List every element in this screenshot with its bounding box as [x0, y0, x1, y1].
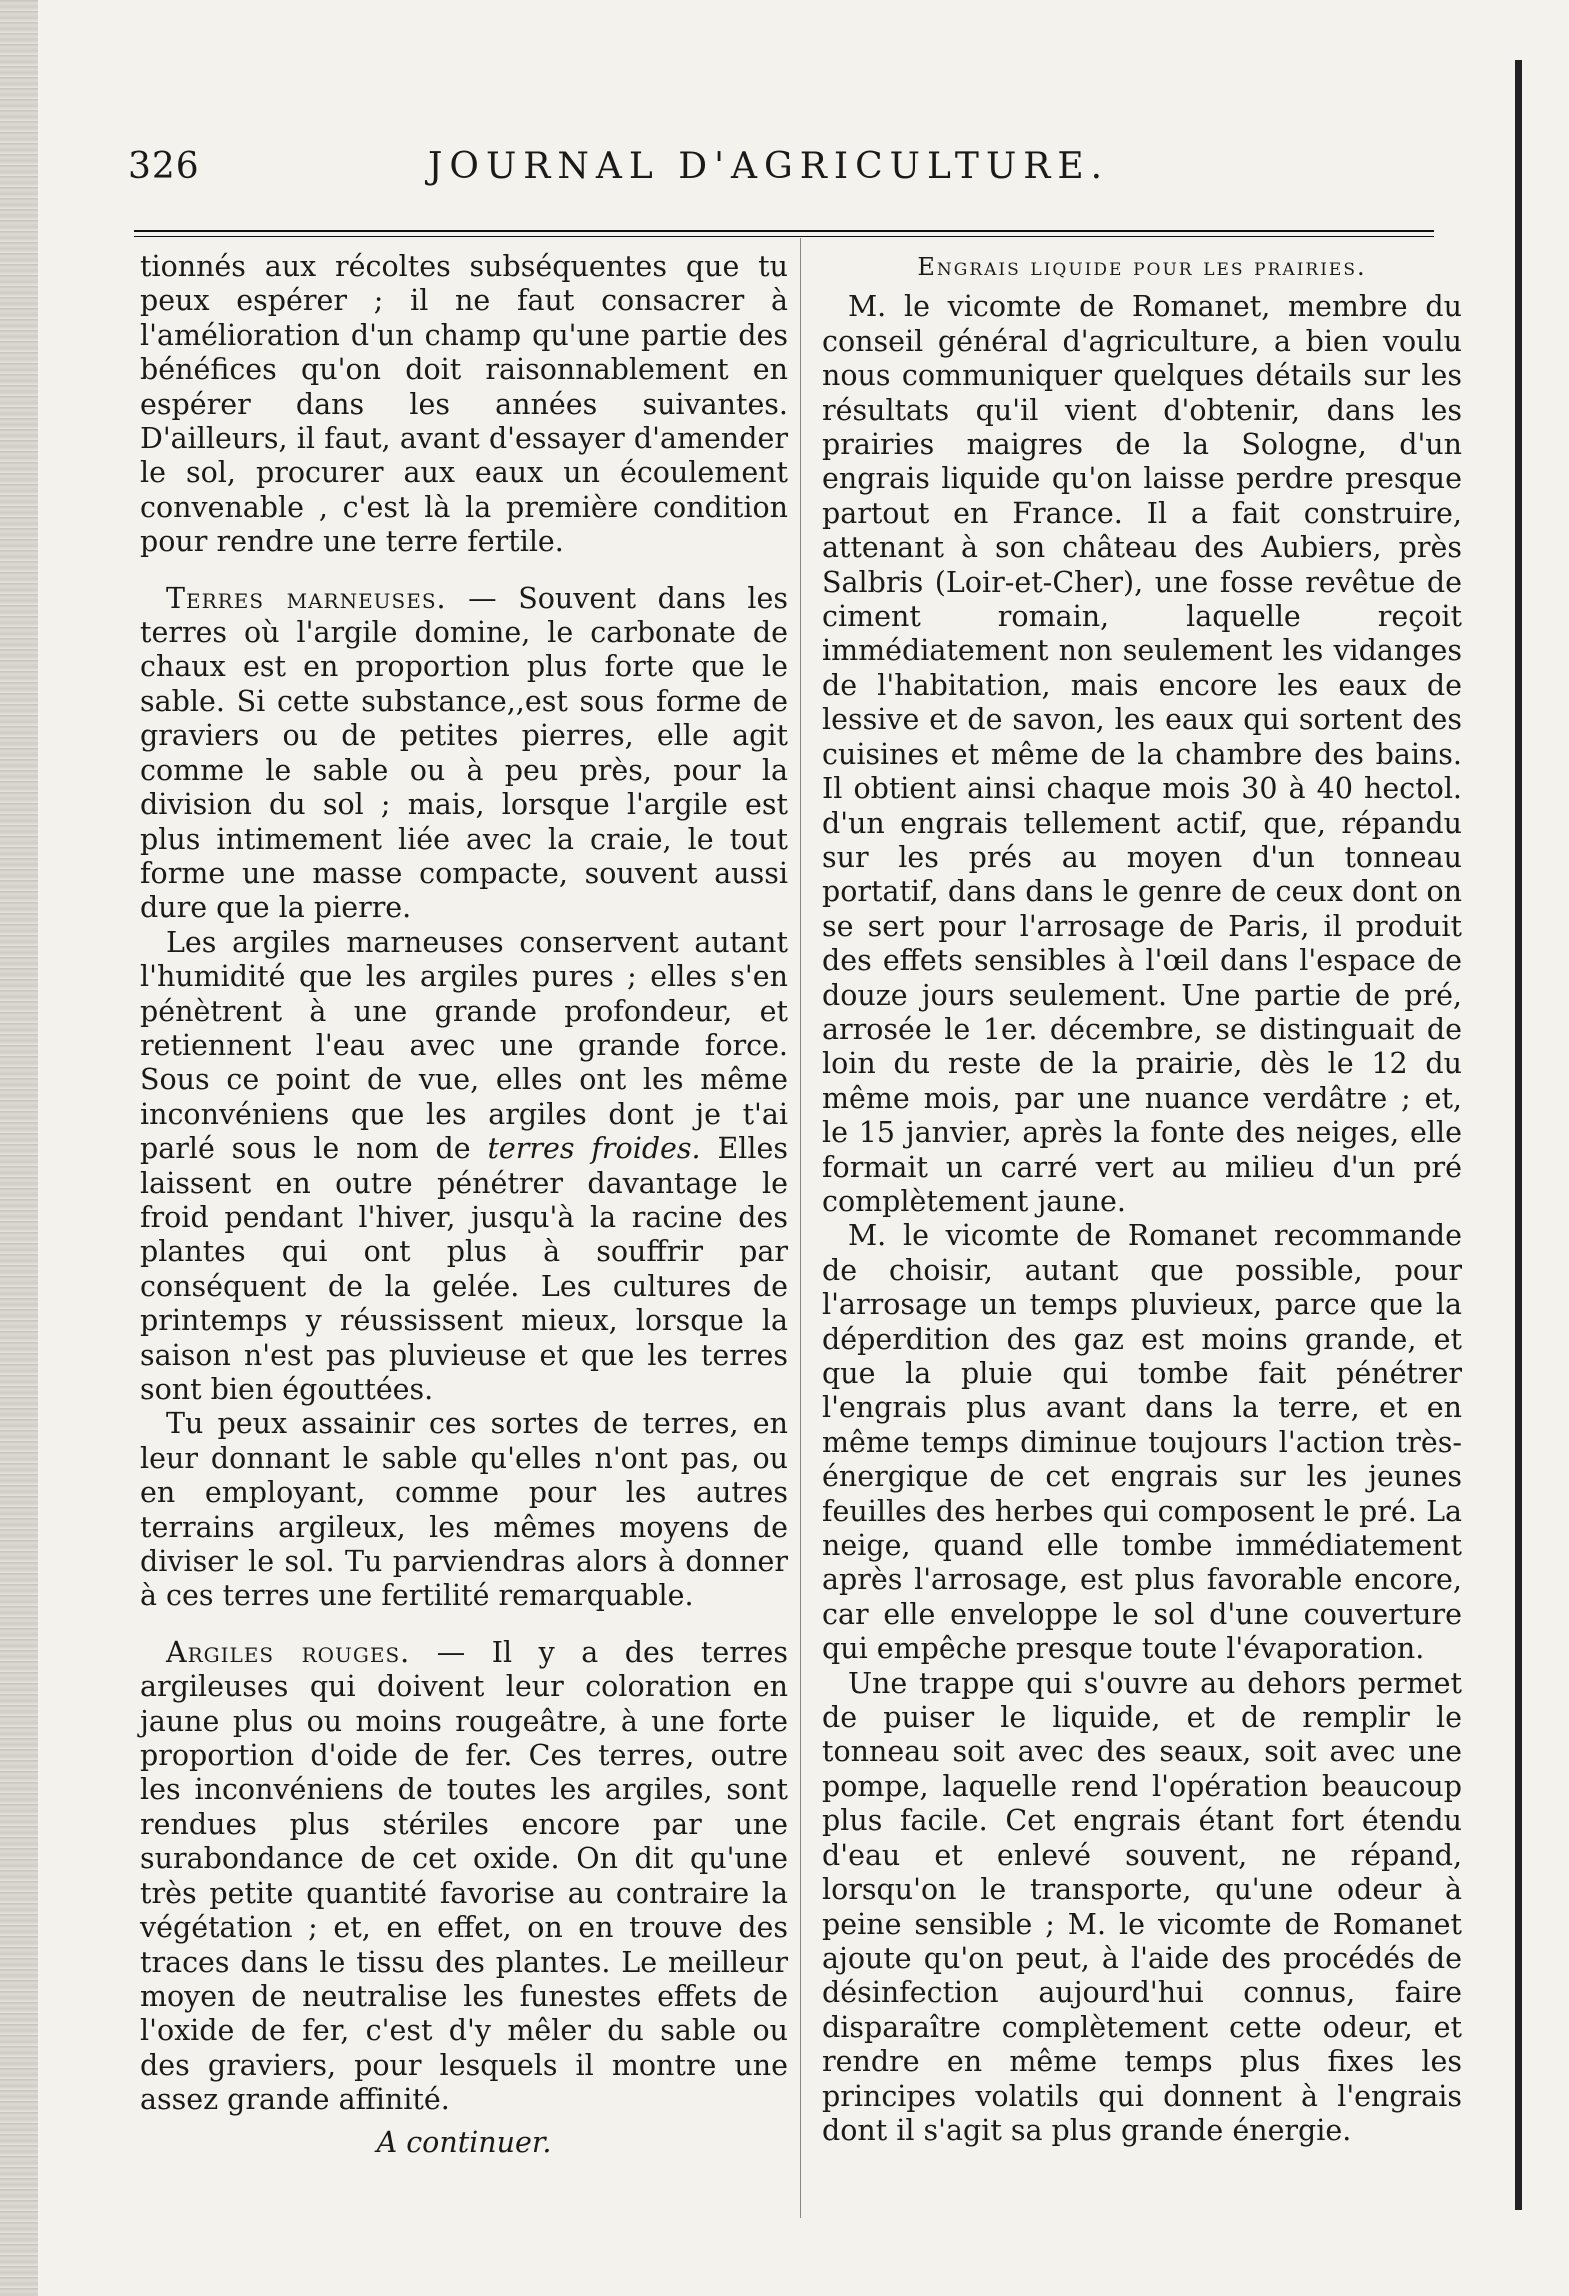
paragraph: M. le vicomte de Romanet recommande de choisir, autant que possible, pour l'arrosage un temps pluvieux, parce que la déperdition des gaz est moins grande, et que la pluie qui tombe fait pénétrer l'engrais plus avant dans la terre, et en même temps diminue toujours l'action très-énergique de cet engrais sur les jeunes feuilles des herbes qui composent le pré. La neige, quand elle tombe immédiatement après l'arrosage, est plus favorable encore, car elle enveloppe le sol d'une couverture qui empêche presque toute l'évaporation.: [822, 1219, 1462, 1666]
emphasis: terres froides.: [487, 1132, 701, 1166]
paragraph: Terres marneuses. — Souvent dans les terres où l'argile domine, le carbonate de chaux est en proportion plus forte que le sable. Si cette substance,,est sous forme de graviers ou de petites pierres, elle agit comme le sable ou à peu près, pour la division du sol ; mais, lorsque l'argile est plus intimement liée avec la craie, le tout forme une masse compacte, souvent aussi dure que la pierre.: [140, 581, 788, 925]
column-divider: [800, 238, 801, 2218]
article-title: Engrais liquide pour les prairies.: [917, 253, 1367, 281]
paragraph: Tu peux assainir ces sortes de terres, en leur donnant le sable qu'elles n'ont pas, ou en employant, comme pour les autres terrains argileux, les mêmes moyens de diviser le sol. Tu parviendras alors à donner à ces terres une fertilité remarquable.: [140, 1407, 788, 1613]
paragraph: tionnés aux récoltes subséquentes que tu peux espérer ; il ne faut consacrer à l'amélioration d'un champ qu'une partie des bénéfices qu'on doit raisonnablement en espérer dans les années suivantes. D'ailleurs, il faut, avant d'essayer d'amender le sol, procurer aux eaux un écoulement convenable , c'est là la première condition pour rendre une terre fertile.: [140, 250, 788, 559]
section-heading: Terres marneuses.: [166, 581, 447, 615]
section-heading: Argiles rouges.: [166, 1635, 411, 1669]
page-edge-rule: [1515, 60, 1522, 2210]
page-header: [128, 146, 1448, 206]
paragraph: M. le vicomte de Romanet, membre du conseil général d'agriculture, a bien voulu nous communiquer quelques détails sur les résultats qu'il vient d'obtenir, dans les prairies maigres de la Sologne, d'un engrais liquide qu'on laisse perdre presque partout en France. Il a fait construire, attenant à son château des Aubiers, près Salbris (Loir-et-Cher), une fosse revêtue de ciment romain, laquelle reçoit immédiatement non seulement les vidanges de l'habitation, mais encore les eaux de lessive et de savon, les eaux qui sortent des cuisines et même de la chambre des bains. Il obtient ainsi chaque mois 30 à 40 hectol. d'un engrais tellement actif, que, répandu sur les prés au moyen d'un tonneau portatif, dans dans le genre de ceux dont on se sert pour l'arrosage de Paris, il produit des effets sensibles à l'œil dans l'espace de douze jours seulement. Une partie de pré, arrosée le 1er. décembre, se distinguait de loin du reste de la prairie, dès le 12 du même mois, par une nuance verdâtre ; et, le 15 janvier, après la fonte des neiges, elle formait un carré vert au milieu d'un pré complètement jaune.: [822, 290, 1462, 1218]
left-column: [140, 250, 788, 2160]
paragraph: Argiles rouges. — Il y a des terres argileuses qui doivent leur coloration en jaune plus ou moins rougeâtre, à une forte proportion d'oide de fer. Ces terres, outre les inconvéniens de toutes les argiles, sont rendues plus stériles encore par une surabondance de cet oxide. On dit qu'une très petite quantité favorise au contraire la végétation ; et, en effet, on en trouve des traces dans le tissu des plantes. Le meilleur moyen de neutralise les funestes effets de l'oxide de fer, c'est d'y mêler du sable ou des graviers, pour lesquels il montre une assez grande affinité.: [140, 1635, 788, 2117]
right-column: [822, 250, 1462, 2148]
continued-note: A continuer.: [376, 2125, 552, 2159]
paragraph: Une trappe qui s'ouvre au dehors permet de puiser le liquide, et de remplir le tonneau soit avec des seaux, soit avec une pompe, laquelle rend l'opération beaucoup plus facile. Cet engrais étant fort étendu d'eau et enlevé souvent, ne répand, lorsqu'on le transporte, qu'une odeur à peine sensible ; M. le vicomte de Romanet ajoute qu'on peut, à l'aide des procédés de désinfection aujourd'hui connus, faire disparaître complètement cette odeur, et rendre en même temps plus fixes les principes volatils qui donnent à l'engrais dont il s'agit sa plus grande énergie.: [822, 1666, 1462, 2147]
binding-edge: [0, 0, 38, 2296]
running-title: JOURNAL D'AGRICULTURE.: [428, 146, 1110, 187]
paragraph: Les argiles marneuses conservent autant l'humidité que les argiles pures ; elles s'en pénètrent à une grande profondeur, et retiennent l'eau avec une grande force. Sous ce point de vue, elles ont les même inconvéniens que les argiles dont je t'ai parlé sous le nom de terres froides. Elles laissent en outre pénétrer davantage le froid pendant l'hiver, jusqu'à la racine des plantes qui ont plus à souffrir par conséquent de la gelée. Les cultures de printemps y réussissent mieux, lorsque la saison n'est pas pluvieuse et que les terres sont bien égouttées.: [140, 925, 788, 1406]
page-number: 326: [128, 146, 200, 187]
header-rule: [134, 230, 1434, 237]
